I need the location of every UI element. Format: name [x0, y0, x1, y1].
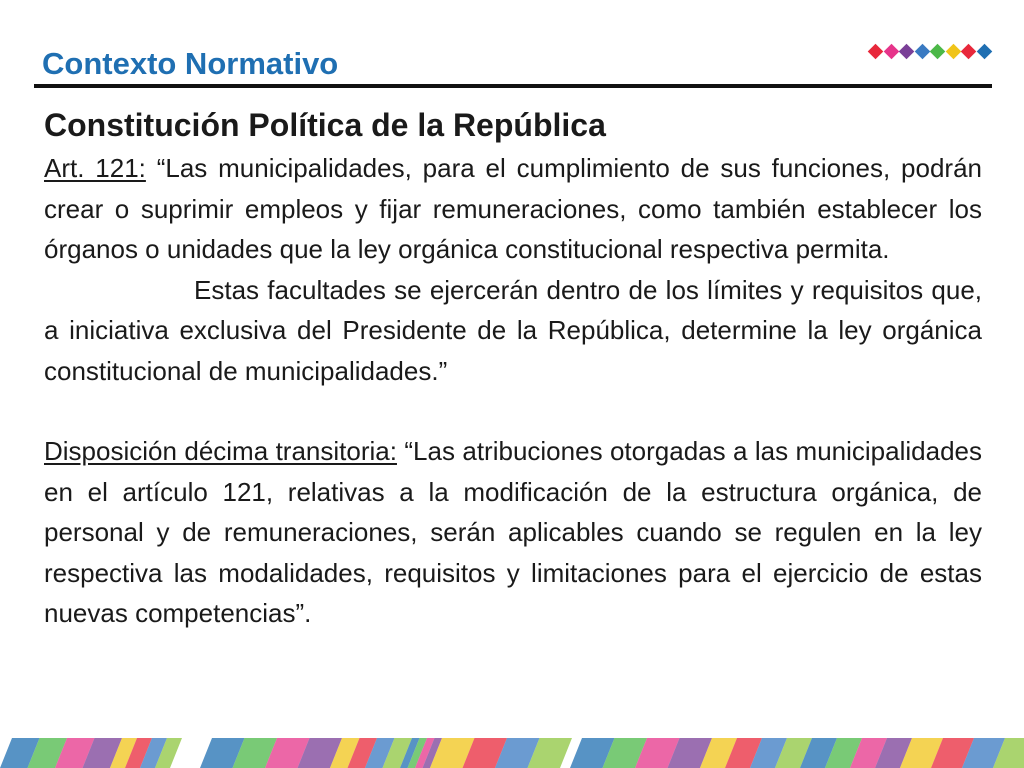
- diamond-shape-icon: [883, 44, 899, 60]
- diamond-shape-icon: [914, 44, 930, 60]
- article-label: Art. 121:: [44, 153, 146, 183]
- header-divider: [34, 84, 992, 88]
- diamond-shape-icon: [961, 44, 977, 60]
- page-title: Contexto Normativo: [42, 46, 339, 81]
- diamond-shape-icon: [868, 44, 884, 60]
- document-body: [44, 104, 982, 634]
- article-paragraph-2: Estas facultades se ejercerán dentro de los límites y requisitos que, a iniciativa exclusiva del Presidente de la República, determine la ley orgánica constitucional de municipalidades.”: [44, 274, 982, 386]
- footer-stripes-icon: [0, 738, 1024, 768]
- transitory-paragraph: [44, 431, 982, 634]
- diamond-shape-icon: [899, 44, 915, 60]
- article-text-1: “Las municipalidades, para el cumplimiento de sus funciones, podrán crear o suprimir empleos y fijar remuneraciones, como también establecer los órganos o unidades que la ley orgánica constitucional respectiva permita.: [44, 153, 982, 264]
- transitory-text: “Las atribuciones otorgadas a las municipalidades en el artículo 121, relativas a la modificación de la estructura orgánica, de personal y de remuneraciones, serán aplicables cuando se regulen en la ley respectiva las modalidades, requisitos y limitaciones para el ejercicio de estas nuevas competencias”.: [44, 436, 982, 628]
- transitory-label: Disposición décima transitoria:: [44, 436, 397, 466]
- section-subtitle: Constitución Política de la República: [44, 107, 606, 143]
- article-paragraph: [44, 148, 982, 270]
- paragraph-spacer: [44, 391, 982, 431]
- diamond-shape-icon: [976, 44, 992, 60]
- decorative-diamonds-icon: [866, 44, 996, 62]
- diamond-shape-icon: [945, 44, 961, 60]
- diamond-shape-icon: [930, 44, 946, 60]
